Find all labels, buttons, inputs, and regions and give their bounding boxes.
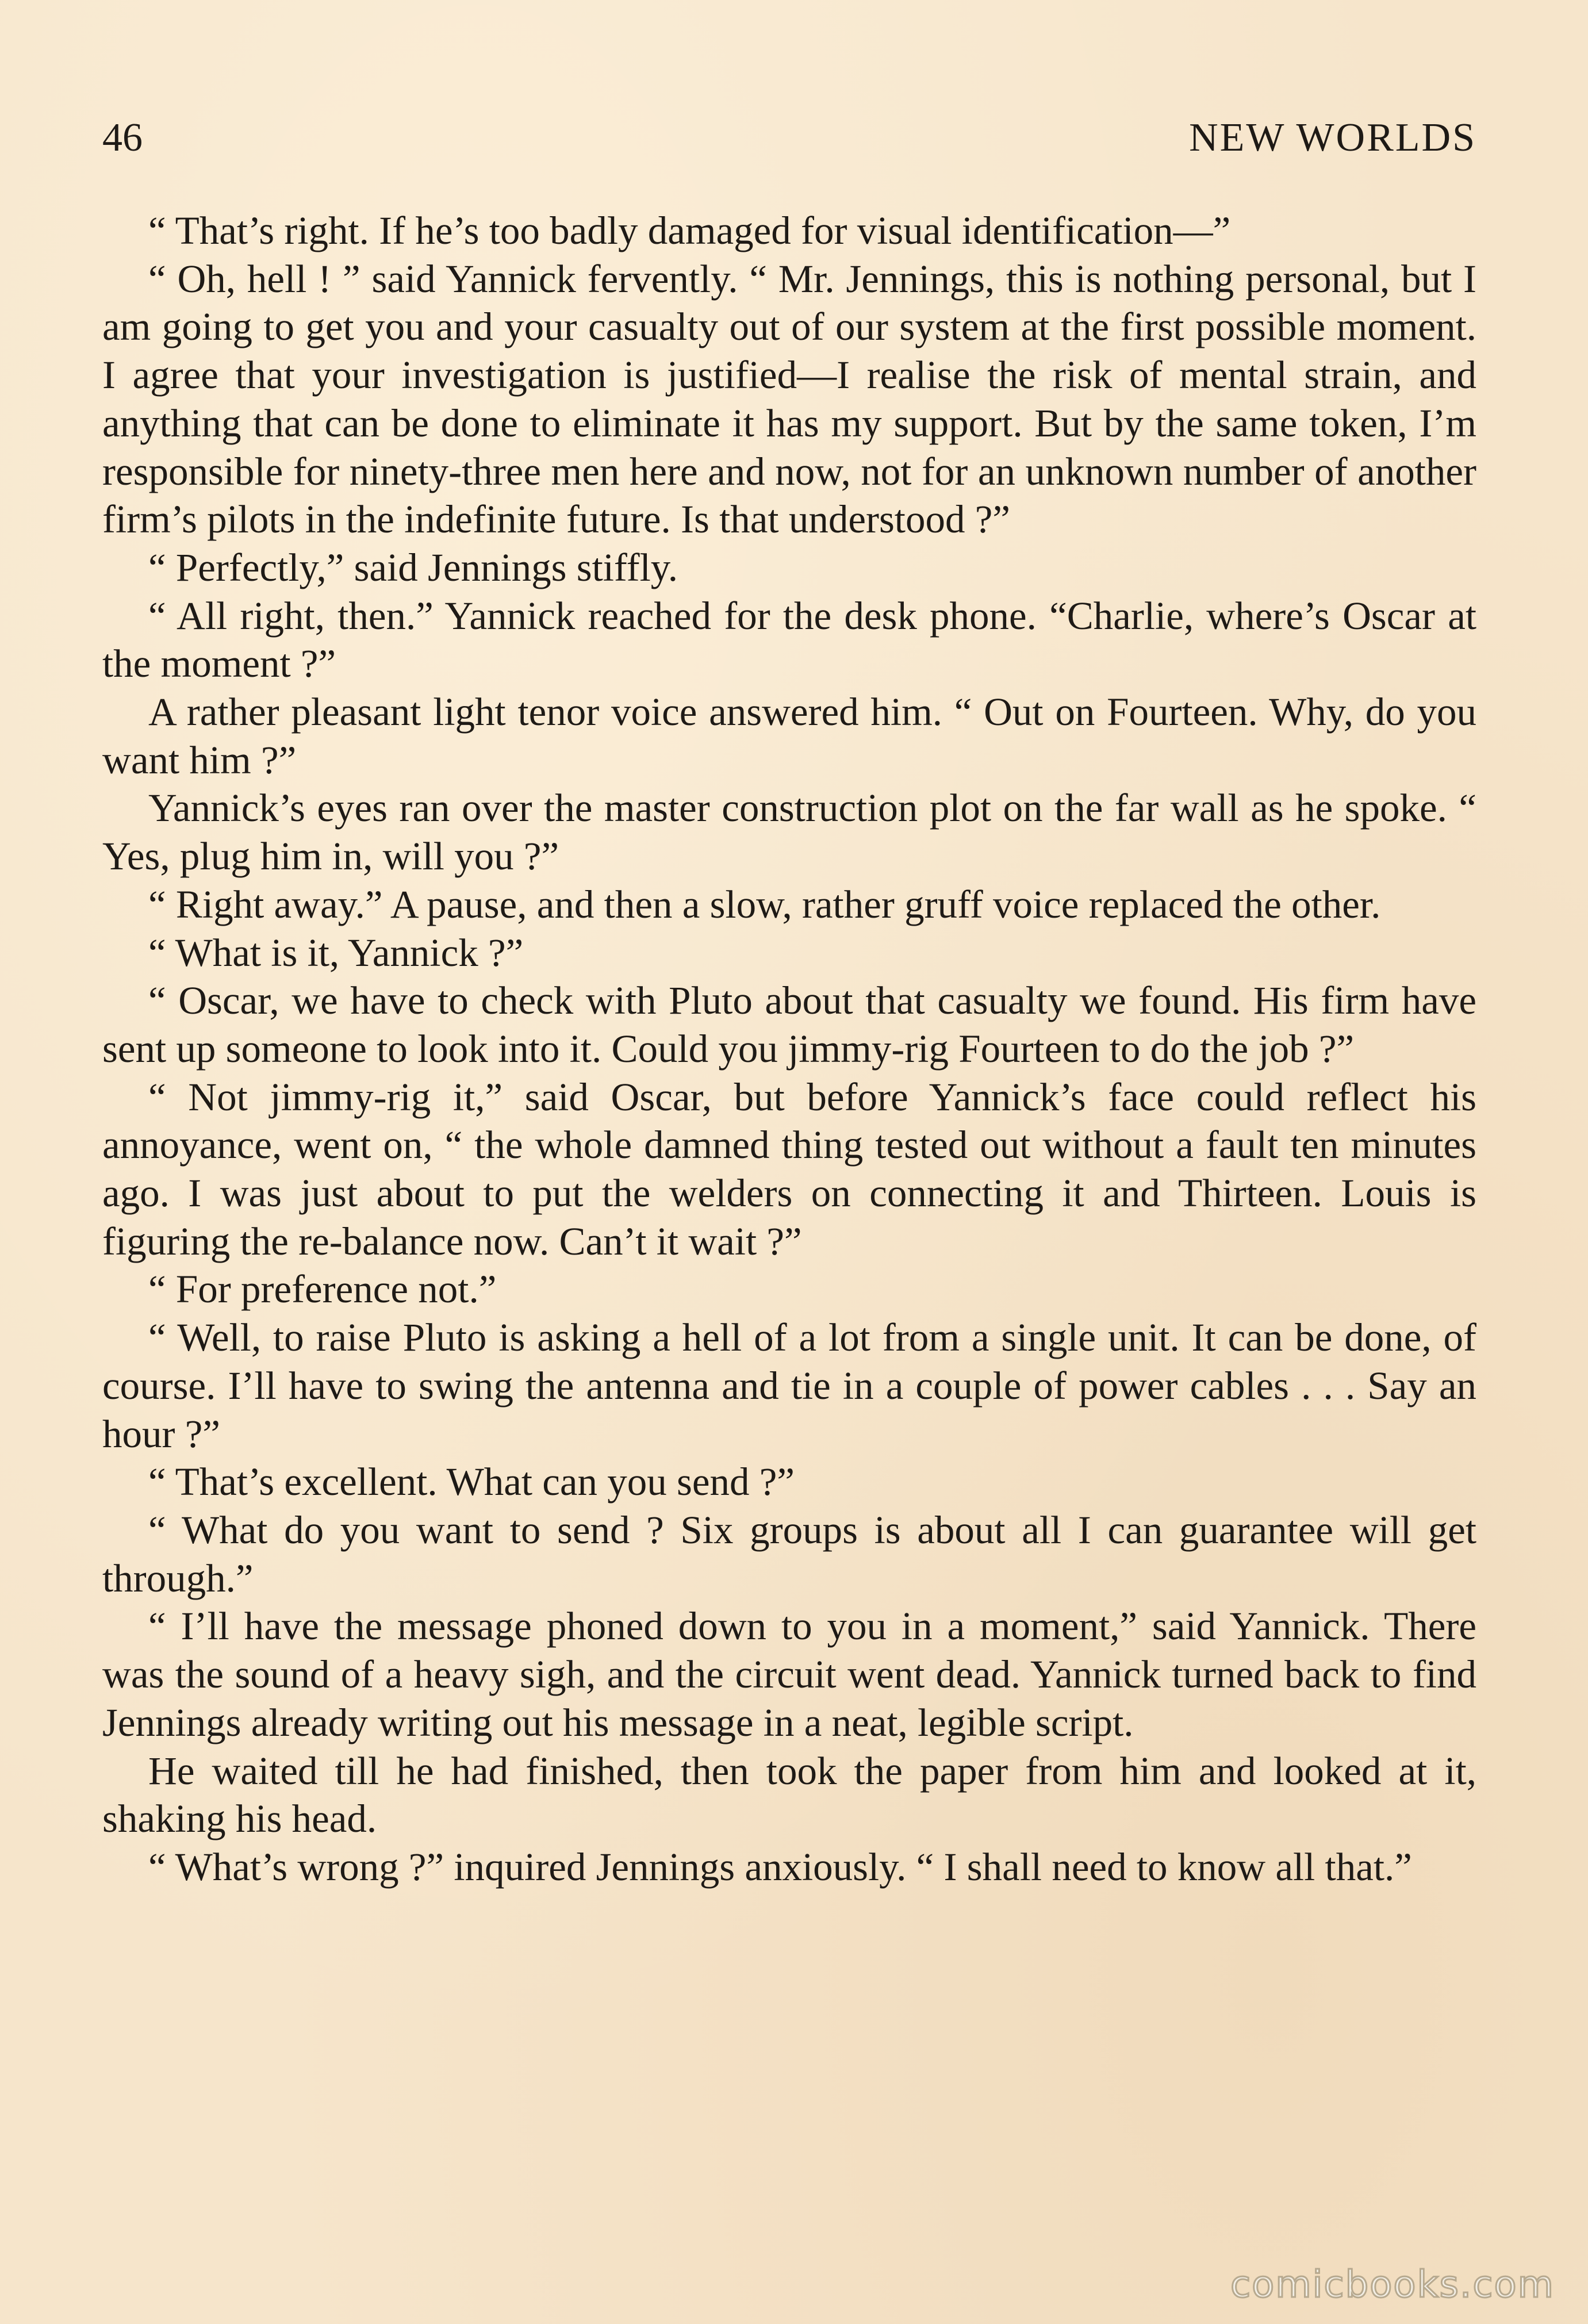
paragraph: “ That’s excellent. What can you send ?” (148, 1460, 795, 1504)
paragraph: “ That’s right. If he’s too badly damaged for visual identification—” (148, 209, 1231, 252)
paragraph: “ Perfectly,” said Jennings stiffly. (148, 545, 678, 589)
paragraph: He waited till he had finished, then took the paper from him and looked at it, shaking his head. (102, 1748, 1476, 1841)
paragraph: A rather pleasant light tenor voice answered him. “ Out on Fourteen. Why, do you want him ?” (102, 690, 1476, 782)
running-head (102, 109, 1476, 167)
body-text (102, 207, 1476, 1892)
running-title: NEW WORLDS (1189, 116, 1476, 160)
paragraph: “ All right, then.” Yannick reached for the desk phone. “Charlie, where’s Oscar at the moment ?” (102, 593, 1476, 686)
page-number: 46 (102, 116, 143, 160)
paragraph: “ What is it, Yannick ?” (148, 930, 524, 975)
paragraph: “ Not jimmy-rig it,” said Oscar, but before Yannick’s face could reflect his annoyance, went on, “ the whole damned thing tested out without a fault ten minutes ago. I was just about to put the welders on connecting it and Thirteen. Louis is figuring the re-balance now. Can’t it wait ?” (102, 1075, 1476, 1263)
paragraph: “ What’s wrong ?” inquired Jennings anxiously. “ I shall need to know all that.” (148, 1844, 1412, 1889)
paragraph: “ Oh, hell ! ” said Yannick fervently. “ Mr. Jennings, this is nothing personal, but I am going to get you and your casualty out of our system at the first possible moment. I agree that your investigation is justified—I realise the risk of mental strain, and anything that can be done to eliminate it has my support. But by the same token, I’m responsible for ninety-three men here and now, not for an unknown number of another firm’s pilots in the indefinite future. Is that understood ?” (102, 256, 1476, 542)
paragraph: “ Oscar, we have to check with Pluto about that casualty we found. His firm have sent up someone to look into it. Could you jimmy-rig Fourteen to do the job ?” (102, 979, 1476, 1071)
paragraph: “ For preference not.” (148, 1267, 497, 1311)
paragraph: “ Right away.” A pause, and then a slow, rather gruff voice replaced the other. (148, 882, 1381, 926)
paragraph: “ I’ll have the message phoned down to you in a moment,” said Yannick. There was the sound of a heavy sigh, and the circuit went dead. Yannick turned back to find Jennings already writing out his message in a neat, legible script. (102, 1604, 1476, 1744)
paragraph: Yannick’s eyes ran over the master construction plot on the far wall as he spoke. “ Yes, plug him in, will you ?” (102, 786, 1476, 879)
watermark: comicbooks.com (1230, 2264, 1555, 2306)
paragraph: “ Well, to raise Pluto is asking a hell of a lot from a single unit. It can be done, of course. I’ll have to swing the antenna and tie in a couple of power cables . . . Say an hour ?” (102, 1316, 1476, 1456)
paragraph: “ What do you want to send ? Six groups is about all I can guarantee will get through.” (102, 1508, 1476, 1600)
